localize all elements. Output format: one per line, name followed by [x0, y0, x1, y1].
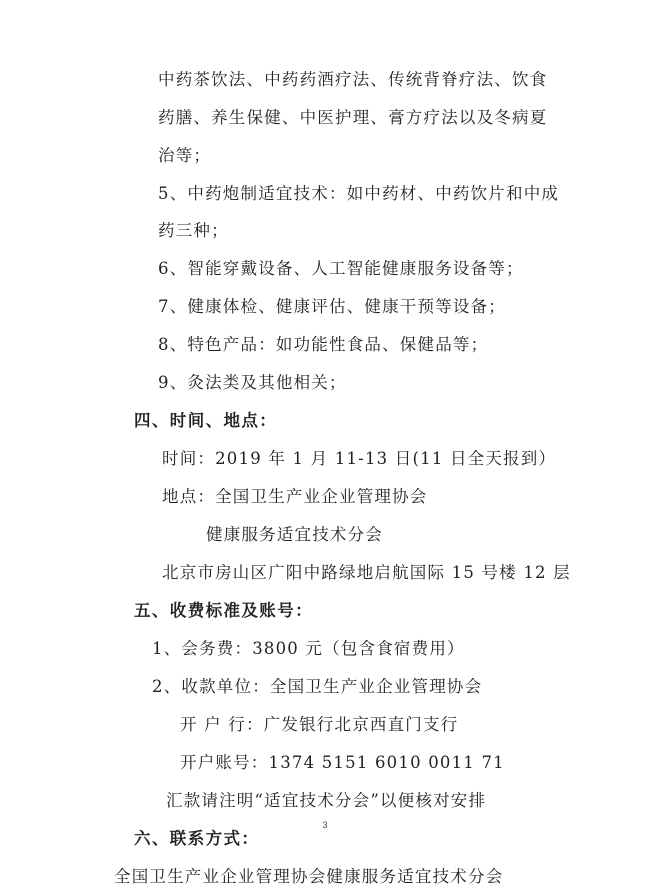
list-item-8: 8、特色产品：如功能性食品、保健品等；: [158, 335, 489, 354]
address-line: 北京市房山区广阳中路绿地启航国际 15 号楼 12 层: [162, 563, 571, 582]
place-line-2: 健康服务适宜技术分会: [206, 525, 383, 544]
body-line-1: 中药茶饮法、中药药酒疗法、传统背脊疗法、饮食: [158, 70, 548, 89]
section-6-heading: 六、联系方式：: [134, 829, 260, 848]
remittance-note: 汇款请注明“适宜技术分会”以便核对安排: [166, 791, 487, 810]
fee-line: 1、会务费：3800 元（包含食宿费用）: [152, 639, 465, 658]
bank-line: 开 户 行：广发银行北京西直门支行: [180, 715, 459, 734]
section-4-heading: 四、时间、地点：: [134, 411, 278, 430]
list-item-9: 9、灸法类及其他相关；: [158, 373, 347, 392]
list-item-6: 6、智能穿戴设备、人工智能健康服务设备等；: [158, 259, 524, 278]
section-5-heading: 五、收费标准及账号：: [134, 601, 313, 620]
list-item-5-cont: 药三种；: [158, 221, 229, 240]
place-line: 地点：全国卫生产业企业管理协会: [162, 487, 428, 506]
page-number: 3: [322, 820, 328, 830]
payee-line: 2、收款单位：全国卫生产业企业管理协会: [152, 677, 483, 696]
body-line-2: 药膳、养生保健、中医护理、膏方疗法以及冬病夏: [158, 108, 548, 127]
list-item-5: 5、中药炮制适宜技术：如中药材、中药饮片和中成: [158, 184, 560, 203]
list-item-7: 7、健康体检、健康评估、健康干预等设备；: [158, 297, 506, 316]
time-line: 时间：2019 年 1 月 11-13 日(11 日全天报到）: [162, 449, 557, 468]
account-line: 开户账号：1374 5151 6010 0011 71: [180, 753, 505, 772]
contact-org: 全国卫生产业企业管理协会健康服务适宜技术分会: [114, 867, 504, 886]
body-line-3: 治等；: [158, 146, 212, 165]
